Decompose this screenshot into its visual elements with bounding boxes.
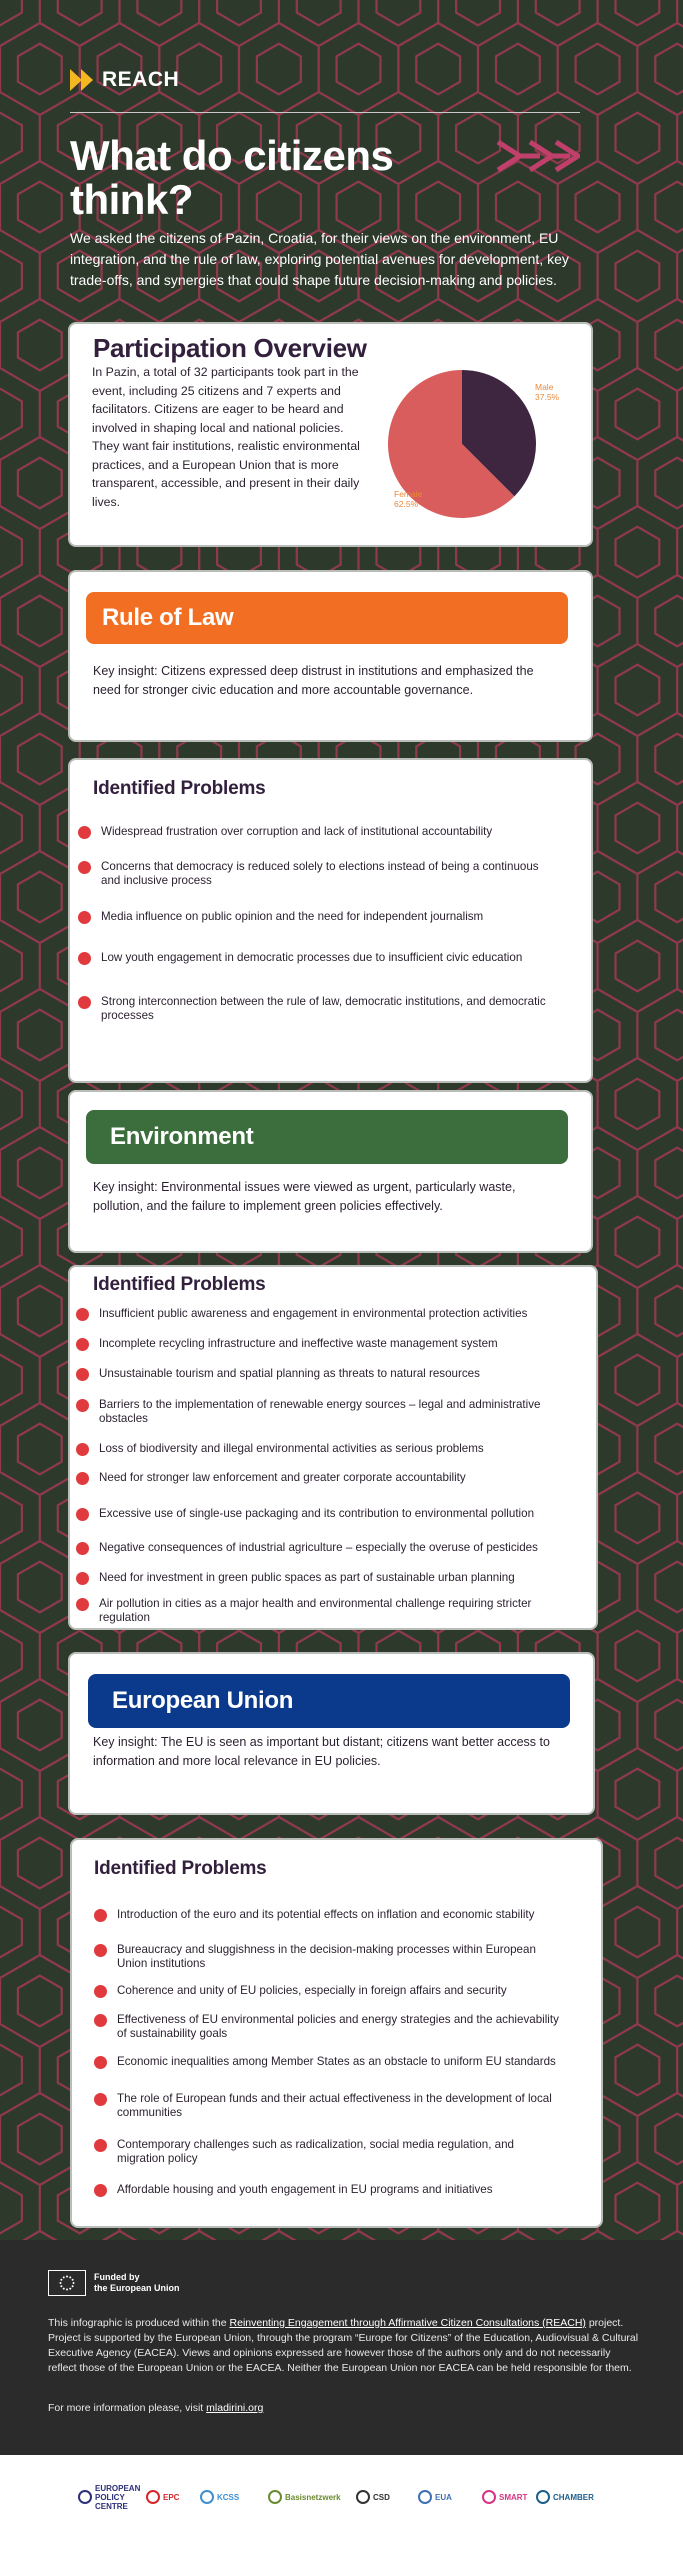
problem-item [94, 2013, 564, 2041]
problem-item [94, 1943, 564, 1971]
partner-logo [268, 2482, 341, 2512]
problem-text: Negative consequences of industrial agriculture – especially the overuse of pesticides [99, 1541, 538, 1554]
disclaimer-text-after: project. Project is supported by the European Union, through the program “Europe for Citizens” of the Education, Audiovisual & Cultural Executive Agency (EACEA). Views and opinions expressed are however those of the authors only and do not necessarily reflect those of the European Union or the EACEA. Neither the European Union nor EACEA can be held responsible for them. [48, 2317, 639, 2374]
bullet-dot-icon [76, 1542, 89, 1555]
bullet-dot-icon [76, 1598, 89, 1611]
reach-logo [70, 68, 179, 92]
bullet-dot-icon [78, 996, 91, 1009]
problem-text: Concerns that democracy is reduced solely to elections instead of being a continuous and inclusive process [101, 860, 539, 887]
bullet-dot-icon [76, 1399, 89, 1412]
eu-problems-title: Identified Problems [94, 1858, 267, 1879]
partner-logo [356, 2482, 390, 2512]
reach-project-link[interactable]: Reinventing Engagement through Affirmative Citizen Consultations (REACH) [229, 2317, 586, 2329]
problem-text: Unsustainable tourism and spatial planning as threats to natural resources [99, 1367, 480, 1380]
partner-logo [146, 2482, 179, 2512]
partner-logo-mark-icon [78, 2490, 92, 2504]
problem-item [94, 2092, 564, 2120]
pie-value-female: 62.5% [394, 499, 419, 509]
logo-text: REACH [102, 68, 180, 91]
problem-text: Strong interconnection between the rule of law, democratic institutions, and democratic processes [101, 995, 546, 1022]
eu-flag-icon [48, 2270, 86, 2296]
bullet-dot-icon [94, 1909, 107, 1922]
more-info-prefix: For more information please, visit [48, 2402, 207, 2414]
problem-item [76, 1367, 556, 1381]
bullet-dot-icon [78, 911, 91, 924]
problem-item [76, 1471, 556, 1485]
bullet-dot-icon [94, 1944, 107, 1957]
partner-name: Basisnetzwerk [285, 2492, 341, 2502]
environment-problems-title: Identified Problems [93, 1274, 266, 1295]
partner-name: KCSS [217, 2492, 240, 2502]
partner-name: EUROPEAN POLICY CENTRE [95, 2483, 141, 2511]
bullet-dot-icon [76, 1572, 89, 1585]
problem-item [94, 1908, 564, 1922]
bullet-dot-icon [94, 2014, 107, 2027]
partner-name: CHAMBER [553, 2492, 594, 2502]
intro-text: We asked the citizens of Pazin, Croatia, for their views on the environment, EU integration, and the rule of law, exploring potential avenues for development, key trade-offs, and synergies that could shape future decision-making and policies. [70, 230, 569, 288]
problem-text: Need for investment in green public spaces as part of sustainable urban planning [99, 1571, 515, 1584]
partner-name: CSD [373, 2492, 390, 2502]
problem-item [94, 2183, 564, 2197]
partner-name: SMART [499, 2492, 528, 2502]
header-divider [70, 112, 580, 113]
problem-item [76, 1398, 556, 1426]
funded-line-1: Funded by [94, 2272, 140, 2282]
environment-insight: Key insight: Environmental issues were viewed as urgent, particularly waste, pollution, and the failure to implement green policies effectively. [93, 1180, 516, 1213]
problem-text: Coherence and unity of EU policies, especially in foreign affairs and security [117, 1984, 507, 1997]
bullet-dot-icon [94, 2056, 107, 2069]
bullet-dot-icon [94, 1985, 107, 1998]
problem-text: Loss of biodiversity and illegal environmental activities as serious problems [99, 1442, 484, 1455]
bullet-dot-icon [76, 1308, 89, 1321]
problem-item [94, 2055, 564, 2069]
partner-logo [418, 2482, 452, 2512]
partner-logo-mark-icon [146, 2490, 160, 2504]
bullet-dot-icon [76, 1338, 89, 1351]
partner-logo-mark-icon [418, 2490, 432, 2504]
problem-item [76, 1442, 556, 1456]
partner-name: EPC [163, 2492, 180, 2502]
page-title: What do citizens think? [70, 132, 394, 223]
partner-logo-mark-icon [482, 2490, 496, 2504]
bullet-dot-icon [94, 2093, 107, 2106]
double-arrow-icon [496, 138, 580, 174]
problem-text: Contemporary challenges such as radicalization, social media regulation, and migration policy [117, 2138, 514, 2165]
rule-of-law-insight: Key insight: Citizens expressed deep distrust in institutions and emphasized the need for stronger civic education and more accountable governance. [93, 664, 534, 697]
bullet-dot-icon [76, 1508, 89, 1521]
problem-text: Economic inequalities among Member States as an obstacle to uniform EU standards [117, 2055, 556, 2068]
footer-disclaimer [48, 2316, 640, 2376]
footer-more-info [48, 2402, 263, 2414]
problem-item [78, 825, 558, 839]
partner-logo-mark-icon [200, 2490, 214, 2504]
problem-text: The role of European funds and their actual effectiveness in the development of local communities [117, 2092, 552, 2119]
bullet-dot-icon [78, 861, 91, 874]
problem-item [78, 951, 558, 965]
partner-logo-mark-icon [536, 2490, 550, 2504]
partner-logo-mark-icon [356, 2490, 370, 2504]
reach-logo-icon [70, 69, 94, 91]
problem-text: Effectiveness of EU environmental policies and energy strategies and the achievability of sustainability goals [117, 2013, 559, 2040]
problem-text: Media influence on public opinion and the need for independent journalism [101, 910, 484, 923]
bullet-dot-icon [76, 1368, 89, 1381]
rule-of-law-banner: Rule of Law [86, 592, 568, 644]
problem-text: Excessive use of single-use packaging and its contribution to environmental pollution [99, 1507, 535, 1520]
problem-item [76, 1541, 556, 1555]
problem-text: Need for stronger law enforcement and greater corporate accountability [99, 1471, 466, 1484]
eu-banner: European Union [88, 1674, 570, 1728]
pie-label-male: Male [535, 382, 554, 392]
problem-item [78, 860, 558, 888]
bullet-dot-icon [94, 2139, 107, 2152]
eu-funding-badge [48, 2270, 180, 2296]
bullet-dot-icon [94, 2184, 107, 2197]
bullet-dot-icon [76, 1472, 89, 1485]
eu-insight: Key insight: The EU is seen as important but distant; citizens want better access to information and more local relevance in EU policies. [93, 1735, 550, 1768]
environment-banner: Environment [86, 1110, 568, 1164]
problem-item [76, 1337, 556, 1351]
problem-text: Introduction of the euro and its potential effects on inflation and economic stability [117, 1908, 535, 1921]
website-link[interactable]: mladirini.org [206, 2402, 264, 2414]
problem-text: Incomplete recycling infrastructure and ineffective waste management system [99, 1337, 498, 1350]
funded-line-2: the European Union [94, 2283, 180, 2293]
partner-logo [536, 2482, 594, 2512]
problem-text: Air pollution in cities as a major health and environmental challenge requiring stricter regulation [99, 1597, 532, 1624]
bullet-dot-icon [78, 952, 91, 965]
partner-logo [78, 2482, 143, 2512]
pie-label-female: Female [394, 489, 423, 499]
participation-text: In Pazin, a total of 32 participants took part in the event, including 25 citizens and 7 experts and facilitators. Citizens are eager to be heard and involved in shaping local and national policies. They want fair institutions, realistic environmental practices, and a European Union that is more transparent, accessible, and present in their daily lives. [92, 365, 360, 509]
problem-item [78, 995, 558, 1023]
participation-title: Participation Overview [93, 333, 367, 363]
bullet-dot-icon [76, 1443, 89, 1456]
gender-pie-chart [376, 362, 576, 522]
partner-name: EUA [435, 2492, 452, 2502]
problem-item [76, 1507, 556, 1521]
partner-logo [200, 2482, 239, 2512]
pie-value-male: 37.5% [535, 392, 560, 402]
problem-text: Barriers to the implementation of renewable energy sources – legal and administrative obstacles [99, 1398, 541, 1425]
problem-text: Affordable housing and youth engagement in EU programs and initiatives [117, 2183, 493, 2196]
problem-text: Insufficient public awareness and engagement in environmental protection activities [99, 1307, 528, 1320]
rule-of-law-problems-title: Identified Problems [93, 778, 266, 799]
problem-text: Widespread frustration over corruption and lack of institutional accountability [101, 825, 493, 838]
problem-item [94, 1984, 564, 1998]
problem-text: Low youth engagement in democratic processes due to insufficient civic education [101, 951, 523, 964]
disclaimer-text-before: This infographic is produced within the [48, 2317, 230, 2329]
problem-item [76, 1597, 556, 1625]
problem-item [78, 910, 558, 924]
problem-item [94, 2138, 564, 2166]
problem-item [76, 1571, 556, 1585]
partner-logo [482, 2482, 527, 2512]
problem-item [76, 1307, 556, 1321]
bullet-dot-icon [78, 826, 91, 839]
partner-logo-mark-icon [268, 2490, 282, 2504]
problem-text: Bureaucracy and sluggishness in the decision-making processes within European Union institutions [117, 1943, 536, 1970]
